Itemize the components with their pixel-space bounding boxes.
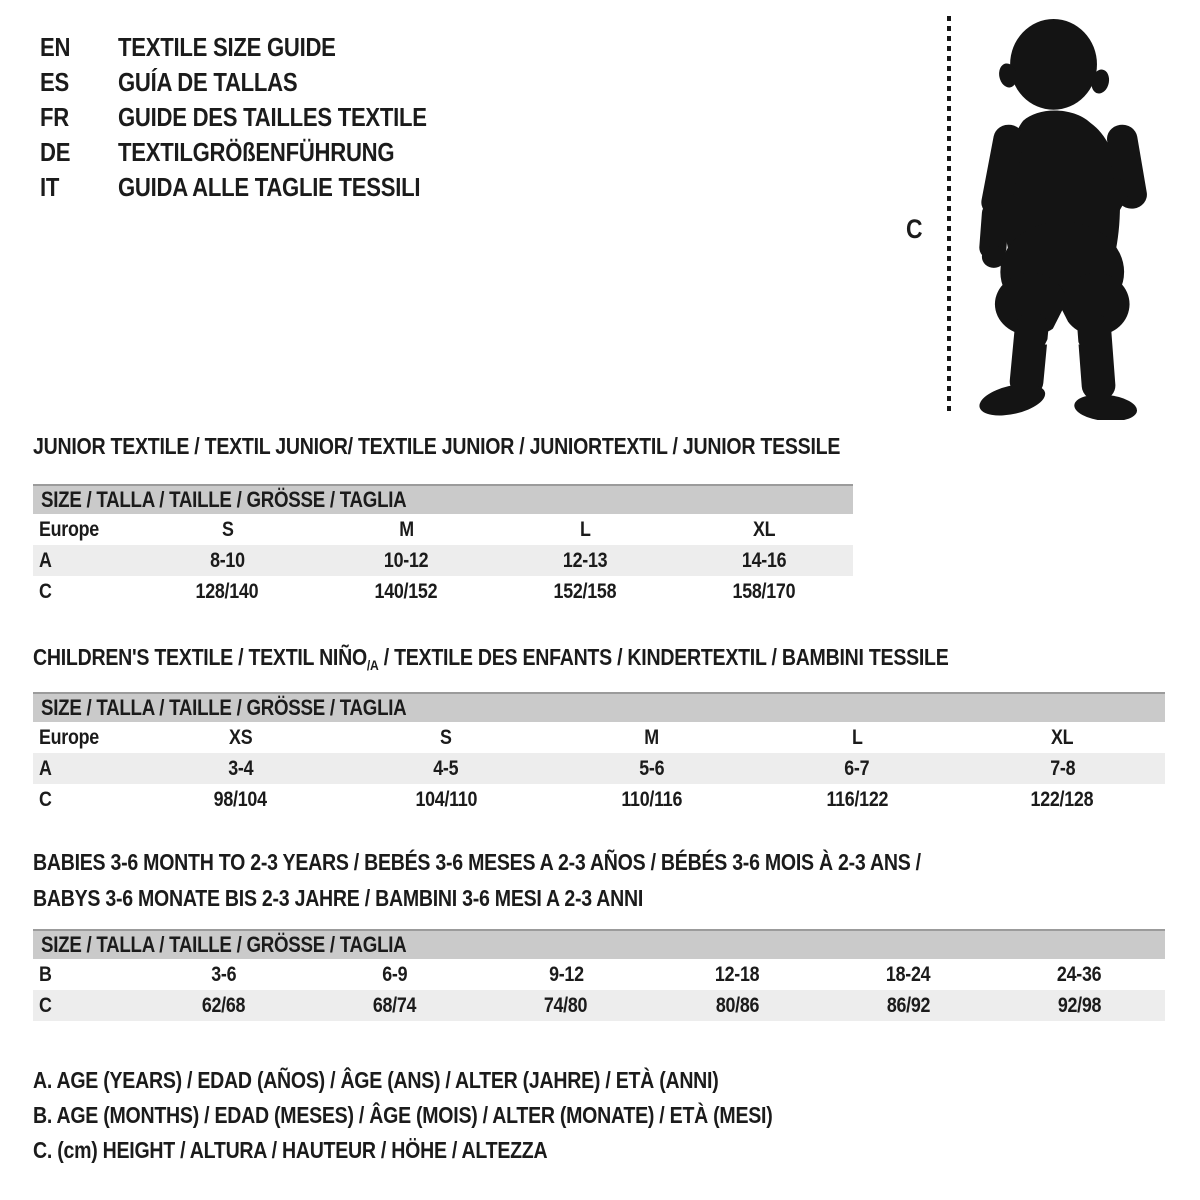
babies-section-title-line2: BABYS 3-6 MONATE BIS 2-3 JAHRE / BAMBINI 3-6 MESI A 2-3 ANNI xyxy=(33,885,644,911)
lang-code-fr: FR xyxy=(40,102,69,132)
lang-row-de xyxy=(40,135,481,170)
lang-row-fr xyxy=(40,100,481,135)
lang-row-en xyxy=(40,30,481,65)
children-section-title: CHILDREN'S TEXTILE / TEXTIL $NIÑO_{/A}$ / TEXTILE DES ENFANTS / KINDERTEXTIL / BAMBINI TESSILE xyxy=(33,644,949,674)
measure-legend xyxy=(33,1063,903,1168)
table-row: A 8-10 10-12 12-13 14-16 xyxy=(33,545,853,576)
junior-size-header: SIZE / TALLA / TAILLE / GRÖSSE / TAGLIA xyxy=(41,487,407,512)
lang-code-it: IT xyxy=(40,172,60,202)
table-row: C 98/104 104/110 110/116 116/122 122/128 xyxy=(39,787,1094,811)
guide-title-it: GUIDA ALLE TAGLIE TESSILI xyxy=(118,172,421,202)
legend-line-a: A. AGE (YEARS) / EDAD (AÑOS) / ÂGE (ANS) / ALTER (JAHRE) / ETÀ (ANNI) xyxy=(33,1067,719,1093)
junior-size-header-band xyxy=(33,484,853,514)
junior-size-table xyxy=(33,484,853,607)
lang-code-de: DE xyxy=(40,137,71,167)
table-row: B 3-6 6-9 9-12 12-18 18-24 24-36 xyxy=(39,962,1102,986)
guide-title-es: GUÍA DE TALLAS xyxy=(118,67,298,97)
legend-line-b: B. AGE (MONTHS) / EDAD (MESES) / ÂGE (MOIS) / ALTER (MONATE) / ETÀ (MESI) xyxy=(33,1102,773,1128)
babies-size-table xyxy=(33,929,1165,1021)
lang-code-en: EN xyxy=(40,32,71,62)
babies-section-title-line1: BABIES 3-6 MONTH TO 2-3 YEARS / BEBÉS 3-6 MESES A 2-3 AÑOS / BÉBÉS 3-6 MOIS À 2-3 ANS / xyxy=(33,849,921,875)
guide-title-de: TEXTILGRÖßENFÜHRUNG xyxy=(118,137,395,167)
children-size-table xyxy=(33,692,1165,815)
lang-row-es xyxy=(40,65,481,100)
height-dashed-line xyxy=(947,16,951,416)
table-row: C 62/68 68/74 74/80 80/86 86/92 92/98 xyxy=(33,990,1165,1021)
children-size-header: SIZE / TALLA / TAILLE / GRÖSSE / TAGLIA xyxy=(41,695,407,720)
guide-title-en: TEXTILE SIZE GUIDE xyxy=(118,32,336,62)
babies-size-header: SIZE / TALLA / TAILLE / GRÖSSE / TAGLIA xyxy=(41,932,407,957)
lang-row-it xyxy=(40,170,481,205)
junior-section-title: JUNIOR TEXTILE / TEXTIL JUNIOR/ TEXTILE JUNIOR / JUNIORTEXTIL / JUNIOR TESSILE xyxy=(33,433,841,459)
guide-title-fr: GUIDE DES TAILLES TEXTILE xyxy=(118,102,427,132)
table-row: A 3-4 4-5 5-6 6-7 7-8 xyxy=(33,753,1165,784)
table-row: C 128/140 140/152 152/158 158/170 xyxy=(39,579,795,603)
baby-silhouette-icon xyxy=(958,12,1148,420)
children-size-header-band xyxy=(33,692,1165,722)
babies-size-header-band xyxy=(33,929,1165,959)
lang-code-es: ES xyxy=(40,67,69,97)
nino-a-subscript: /A xyxy=(366,658,379,674)
table-row: Europe S M L XL xyxy=(39,517,775,541)
legend-line-c: C. (cm) HEIGHT / ALTURA / HAUTEUR / HÖHE / ALTEZZA xyxy=(33,1137,548,1163)
height-measure-label: C xyxy=(906,214,923,244)
language-title-list xyxy=(40,30,481,205)
table-row: Europe XS S M L XL xyxy=(39,725,1074,749)
